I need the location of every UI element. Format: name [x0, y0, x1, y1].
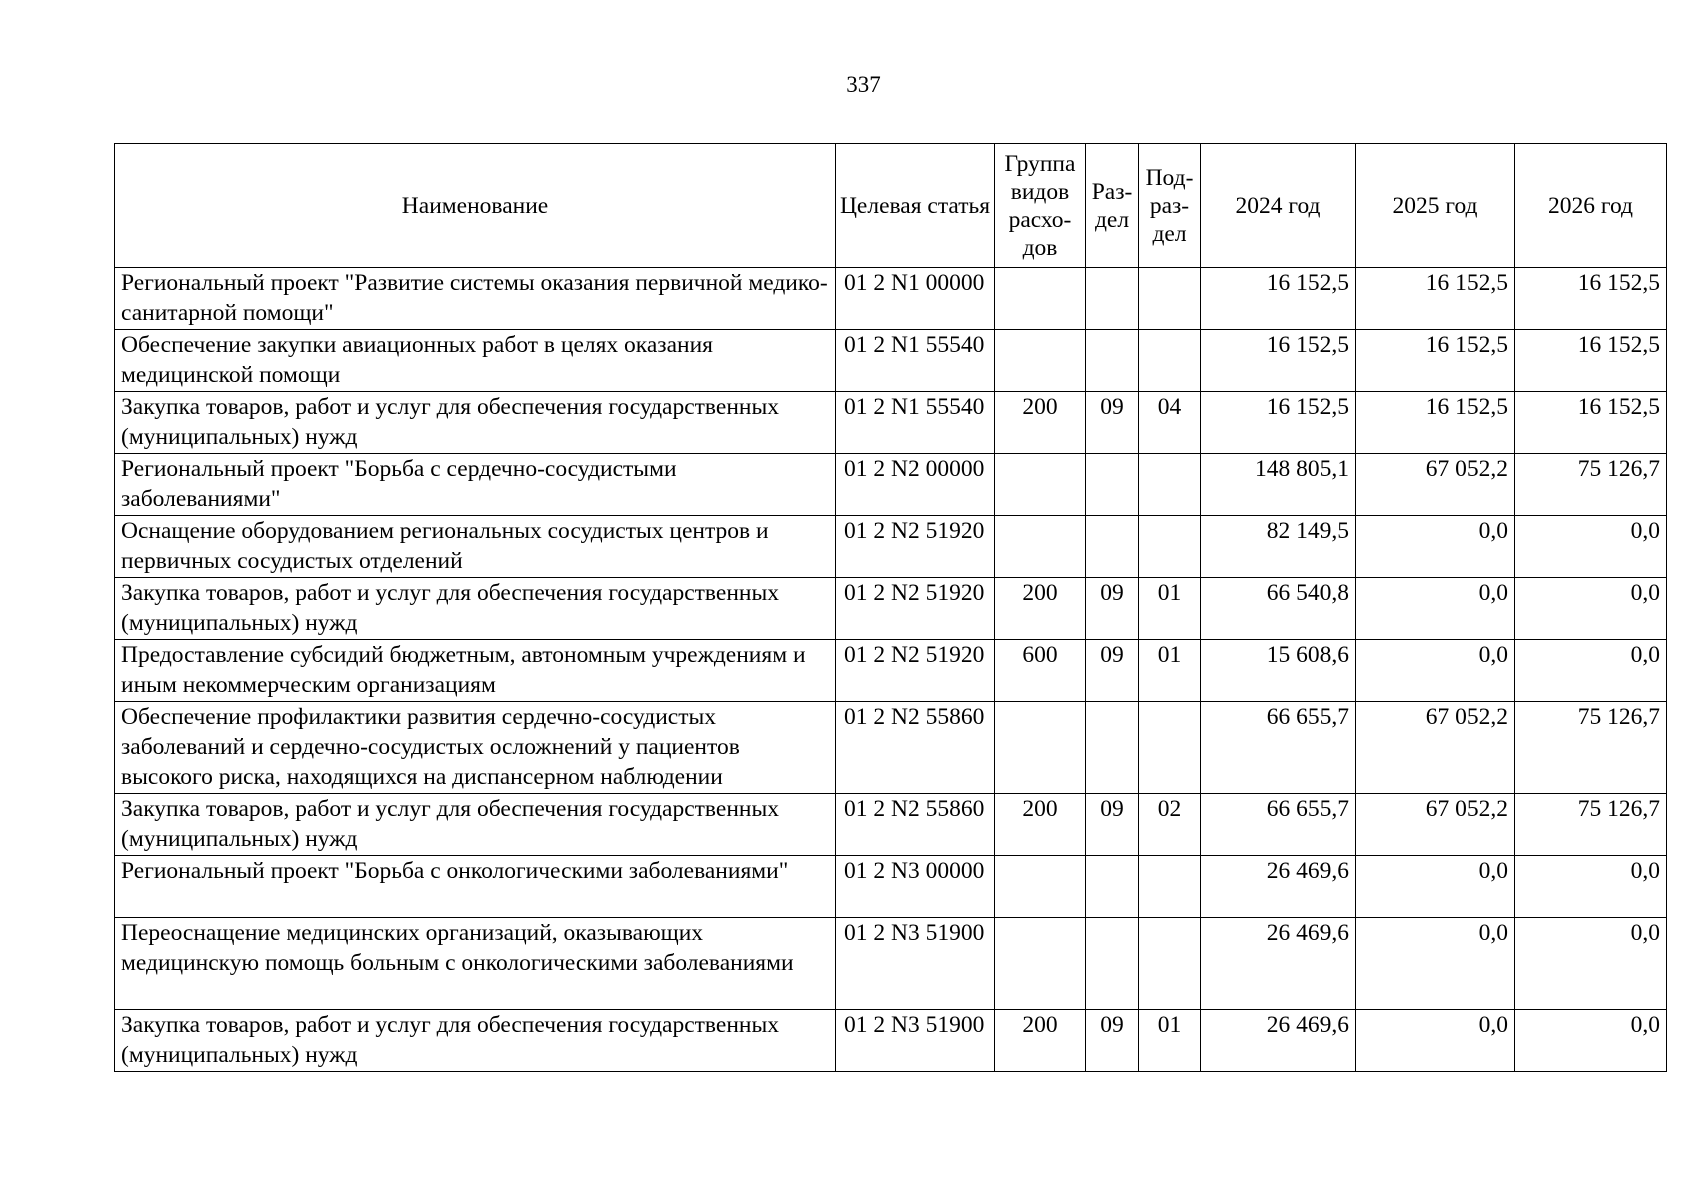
cell-section: [1086, 702, 1139, 794]
cell-group: [995, 856, 1086, 918]
cell-code: 01 2 N3 00000: [836, 856, 995, 918]
cell-section: [1086, 918, 1139, 1010]
cell-section: [1086, 856, 1139, 918]
cell-2024: 26 469,6: [1201, 856, 1356, 918]
cell-name: Обеспечение профилактики развития сердечно-сосудистых заболеваний и сердечно-сосудистых осложнений у пациентов высокого риска, находящихся на диспансерном наблюдении: [115, 702, 836, 794]
cell-2024: 16 152,5: [1201, 330, 1356, 392]
cell-2024: 66 655,7: [1201, 794, 1356, 856]
cell-subsection: 01: [1139, 578, 1201, 640]
cell-section: [1086, 454, 1139, 516]
cell-name: Переоснащение медицинских организаций, оказывающих медицинскую помощь больным с онкологическими заболеваниями: [115, 918, 836, 1010]
table-header-row: [115, 144, 1667, 268]
cell-2025: 16 152,5: [1356, 392, 1515, 454]
cell-2025: 0,0: [1356, 516, 1515, 578]
header-name: Наименование: [115, 144, 836, 268]
cell-subsection: [1139, 702, 1201, 794]
cell-2026: 16 152,5: [1515, 268, 1667, 330]
cell-section: [1086, 268, 1139, 330]
cell-code: 01 2 N2 00000: [836, 454, 995, 516]
cell-group: 600: [995, 640, 1086, 702]
cell-name: Региональный проект "Борьба с онкологическими заболеваниями": [115, 856, 836, 918]
header-subsection: Под-раз-дел: [1139, 144, 1201, 268]
page-number: 337: [846, 72, 881, 97]
table-row: [115, 454, 1667, 516]
header-2026: 2026 год: [1515, 144, 1667, 268]
table-row: [115, 1010, 1667, 1072]
cell-2026: 0,0: [1515, 516, 1667, 578]
cell-name: Региональный проект "Развитие системы оказания первичной медико-санитарной помощи": [115, 268, 836, 330]
cell-2024: 148 805,1: [1201, 454, 1356, 516]
header-2024: 2024 год: [1201, 144, 1356, 268]
cell-group: [995, 268, 1086, 330]
cell-2024: 15 608,6: [1201, 640, 1356, 702]
cell-2025: 0,0: [1356, 1010, 1515, 1072]
cell-2026: 75 126,7: [1515, 454, 1667, 516]
cell-2026: 75 126,7: [1515, 702, 1667, 794]
cell-code: 01 2 N2 51920: [836, 516, 995, 578]
cell-section: 09: [1086, 640, 1139, 702]
cell-2024: 82 149,5: [1201, 516, 1356, 578]
cell-2026: 0,0: [1515, 1010, 1667, 1072]
table-row: [115, 578, 1667, 640]
table-row: [115, 794, 1667, 856]
cell-code: 01 2 N2 51920: [836, 578, 995, 640]
cell-code: 01 2 N2 51920: [836, 640, 995, 702]
table-row: [115, 268, 1667, 330]
cell-2025: 67 052,2: [1356, 454, 1515, 516]
table-row: [115, 640, 1667, 702]
table-row: [115, 330, 1667, 392]
cell-subsection: [1139, 454, 1201, 516]
cell-name: Закупка товаров, работ и услуг для обеспечения государственных (муниципальных) нужд: [115, 392, 836, 454]
cell-2026: 0,0: [1515, 578, 1667, 640]
budget-table: [114, 143, 1667, 1072]
cell-group: [995, 918, 1086, 1010]
cell-group: 200: [995, 392, 1086, 454]
cell-2024: 16 152,5: [1201, 268, 1356, 330]
cell-group: 200: [995, 794, 1086, 856]
cell-subsection: [1139, 330, 1201, 392]
cell-subsection: 01: [1139, 1010, 1201, 1072]
cell-code: 01 2 N1 55540: [836, 392, 995, 454]
cell-group: 200: [995, 1010, 1086, 1072]
cell-2026: 0,0: [1515, 918, 1667, 1010]
cell-2025: 67 052,2: [1356, 702, 1515, 794]
table-row: [115, 702, 1667, 794]
cell-section: [1086, 516, 1139, 578]
cell-2026: 16 152,5: [1515, 392, 1667, 454]
cell-section: 09: [1086, 794, 1139, 856]
cell-code: 01 2 N1 55540: [836, 330, 995, 392]
cell-name: Закупка товаров, работ и услуг для обеспечения государственных (муниципальных) нужд: [115, 1010, 836, 1072]
table-row: [115, 856, 1667, 918]
header-section: Раз-дел: [1086, 144, 1139, 268]
cell-subsection: [1139, 856, 1201, 918]
table-row: [115, 516, 1667, 578]
cell-section: 09: [1086, 1010, 1139, 1072]
cell-group: [995, 702, 1086, 794]
cell-2026: 0,0: [1515, 856, 1667, 918]
cell-group: [995, 454, 1086, 516]
cell-2024: 66 540,8: [1201, 578, 1356, 640]
table-row: [115, 918, 1667, 1010]
cell-code: 01 2 N1 00000: [836, 268, 995, 330]
cell-name: Региональный проект "Борьба с сердечно-сосудистыми заболеваниями": [115, 454, 836, 516]
header-group: Группа видов расхо-дов: [995, 144, 1086, 268]
cell-subsection: 02: [1139, 794, 1201, 856]
cell-2025: 67 052,2: [1356, 794, 1515, 856]
cell-group: 200: [995, 578, 1086, 640]
cell-subsection: [1139, 516, 1201, 578]
cell-subsection: 04: [1139, 392, 1201, 454]
header-target: Целевая статья: [836, 144, 995, 268]
cell-subsection: [1139, 918, 1201, 1010]
cell-2025: 16 152,5: [1356, 330, 1515, 392]
cell-name: Закупка товаров, работ и услуг для обеспечения государственных (муниципальных) нужд: [115, 578, 836, 640]
cell-code: 01 2 N2 55860: [836, 794, 995, 856]
cell-2024: 66 655,7: [1201, 702, 1356, 794]
cell-2025: 16 152,5: [1356, 268, 1515, 330]
cell-name: Предоставление субсидий бюджетным, автономным учреждениям и иным некоммерческим организациям: [115, 640, 836, 702]
cell-2026: 75 126,7: [1515, 794, 1667, 856]
cell-section: 09: [1086, 392, 1139, 454]
cell-2025: 0,0: [1356, 856, 1515, 918]
cell-name: Закупка товаров, работ и услуг для обеспечения государственных (муниципальных) нужд: [115, 794, 836, 856]
header-2025: 2025 год: [1356, 144, 1515, 268]
cell-2025: 0,0: [1356, 918, 1515, 1010]
cell-name: Оснащение оборудованием региональных сосудистых центров и первичных сосудистых отделений: [115, 516, 836, 578]
cell-2026: 0,0: [1515, 640, 1667, 702]
cell-section: 09: [1086, 578, 1139, 640]
cell-name: Обеспечение закупки авиационных работ в целях оказания медицинской помощи: [115, 330, 836, 392]
cell-code: 01 2 N3 51900: [836, 1010, 995, 1072]
table-row: [115, 392, 1667, 454]
cell-2026: 16 152,5: [1515, 330, 1667, 392]
cell-code: 01 2 N2 55860: [836, 702, 995, 794]
cell-section: [1086, 330, 1139, 392]
cell-2024: 26 469,6: [1201, 918, 1356, 1010]
cell-code: 01 2 N3 51900: [836, 918, 995, 1010]
cell-subsection: 01: [1139, 640, 1201, 702]
cell-2024: 16 152,5: [1201, 392, 1356, 454]
cell-group: [995, 330, 1086, 392]
cell-subsection: [1139, 268, 1201, 330]
cell-2025: 0,0: [1356, 640, 1515, 702]
cell-2025: 0,0: [1356, 578, 1515, 640]
cell-group: [995, 516, 1086, 578]
cell-2024: 26 469,6: [1201, 1010, 1356, 1072]
